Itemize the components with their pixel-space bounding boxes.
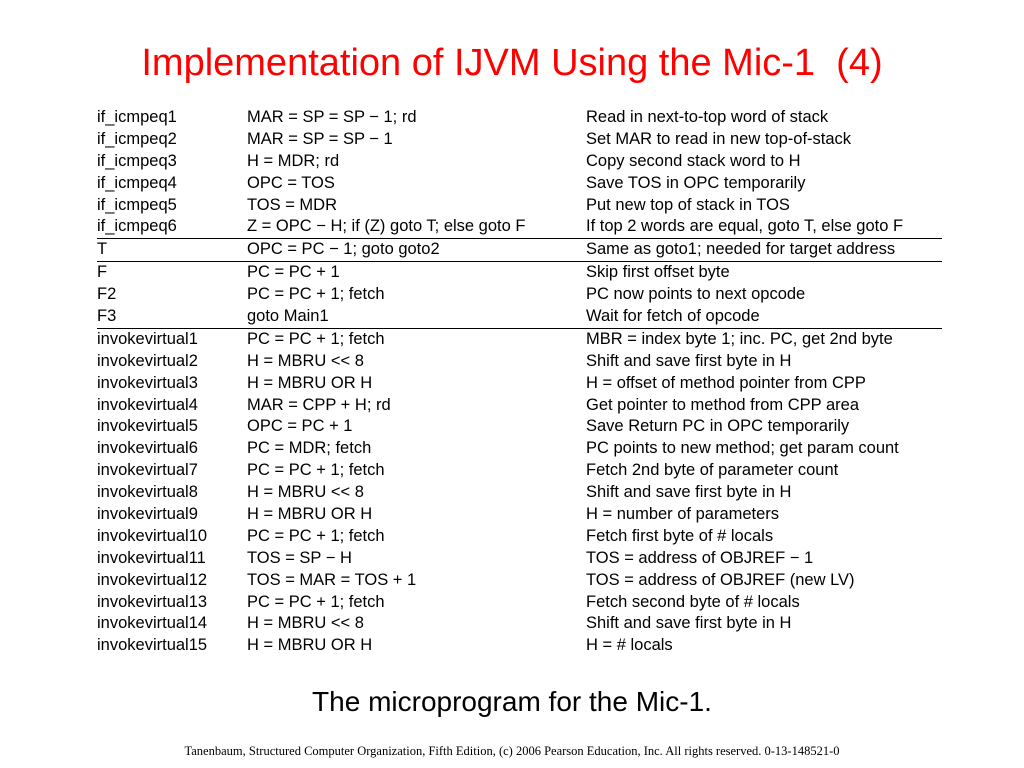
microinstruction-label: invokevirtual6: [97, 439, 198, 458]
table-row: [97, 416, 942, 438]
microinstruction-operations: H = MBRU << 8: [247, 614, 364, 633]
microinstruction-comment: Skip first offset byte: [586, 263, 730, 282]
microinstruction-label: if_icmpeq1: [97, 108, 177, 126]
microinstruction-comment: PC now points to next opcode: [586, 285, 806, 304]
microinstruction-label: F2: [97, 285, 117, 304]
table-row: [97, 284, 942, 306]
microinstruction-comment: TOS = address of OBJREF − 1: [586, 548, 814, 567]
microinstruction-label: if_icmpeq3: [97, 151, 177, 170]
table-row: [97, 306, 942, 328]
microinstruction-comment: Shift and save first byte in H: [586, 614, 792, 633]
microinstruction-label: F3: [97, 307, 117, 326]
microinstruction-comment: PC points to new method; get param count: [586, 439, 899, 458]
slide-title: Implementation of IJVM Using the Mic-1 (4): [141, 42, 883, 84]
table-row: [97, 151, 942, 173]
microinstruction-operations: MAR = CPP + H; rd: [247, 395, 391, 414]
microinstruction-label: if_icmpeq4: [97, 173, 177, 192]
table-row: [97, 438, 942, 460]
microinstruction-comment: Fetch 2nd byte of parameter count: [586, 461, 839, 480]
table-row: [97, 173, 942, 195]
table-row: [97, 570, 942, 592]
copyright-footer: Tanenbaum, Structured Computer Organization, Fifth Edition, (c) 2006 Pearson Education, Inc. All rights reserved. 0-13-148521-0: [184, 744, 840, 758]
microinstruction-label: invokevirtual9: [97, 505, 198, 524]
microinstruction-label: if_icmpeq6: [97, 217, 177, 236]
microinstruction-label: invokevirtual7: [97, 461, 198, 480]
microinstruction-comment: Copy second stack word to H: [586, 151, 801, 170]
table-row: [97, 373, 942, 395]
microinstruction-label: invokevirtual11: [97, 548, 206, 567]
microinstruction-operations: TOS = MAR = TOS + 1: [247, 570, 417, 589]
table-row: [97, 592, 942, 614]
microinstruction-comment: Set MAR to read in new top-of-stack: [586, 129, 852, 148]
microinstruction-operations: PC = PC + 1; fetch: [247, 285, 385, 304]
table-row: [97, 239, 942, 261]
microinstruction-label: invokevirtual8: [97, 483, 198, 502]
microinstruction-comment: Same as goto1; needed for target address: [586, 240, 896, 259]
microinstruction-comment: Get pointer to method from CPP area: [586, 395, 859, 414]
microinstruction-operations: PC = PC + 1; fetch: [247, 461, 385, 480]
microinstruction-operations: goto Main1: [247, 307, 329, 326]
microinstruction-label: if_icmpeq2: [97, 129, 177, 148]
figure-caption: The microprogram for the Mic-1.: [312, 686, 712, 717]
microinstruction-operations: PC = PC + 1; fetch: [247, 329, 385, 348]
microinstruction-operations: H = MBRU << 8: [247, 351, 364, 370]
microinstruction-operations: TOS = SP − H: [247, 548, 352, 567]
microinstruction-operations: H = MDR; rd: [247, 151, 340, 170]
microprogram-table: [97, 107, 942, 657]
microinstruction-label: invokevirtual10: [97, 526, 208, 545]
microinstruction-operations: PC = PC + 1; fetch: [247, 592, 385, 611]
table-row: [97, 395, 942, 417]
table-row: [97, 482, 942, 504]
table-row: [97, 329, 942, 351]
table-row: [97, 460, 942, 482]
microinstruction-operations: OPC = TOS: [247, 173, 335, 192]
microinstruction-operations: H = MBRU << 8: [247, 483, 364, 502]
microinstruction-label: if_icmpeq5: [97, 195, 177, 214]
microinstruction-comment: H = # locals: [586, 636, 673, 655]
table-row: [97, 262, 942, 284]
microinstruction-label: invokevirtual4: [97, 395, 198, 414]
microinstruction-operations: Z = OPC − H; if (Z) goto T; else goto F: [247, 217, 526, 236]
microinstruction-comment: Save Return PC in OPC temporarily: [586, 417, 850, 436]
microinstruction-comment: TOS = address of OBJREF (new LV): [586, 570, 855, 589]
microinstruction-comment: MBR = index byte 1; inc. PC, get 2nd byte: [586, 329, 893, 348]
microinstruction-operations: OPC = PC + 1: [247, 417, 353, 436]
table-row: [97, 635, 942, 657]
table-row: [97, 129, 942, 151]
microinstruction-operations: H = MBRU OR H: [247, 636, 373, 655]
table-row: [97, 548, 942, 570]
microinstruction-comment: Put new top of stack in TOS: [586, 195, 790, 214]
microinstruction-comment: H = offset of method pointer from CPP: [586, 373, 866, 392]
microinstruction-label: invokevirtual5: [97, 417, 198, 436]
microinstruction-operations: MAR = SP = SP − 1; rd: [247, 108, 417, 126]
microinstruction-label: F: [97, 263, 108, 282]
microinstruction-label: invokevirtual13: [97, 592, 208, 611]
table-row: [97, 195, 942, 217]
microinstruction-label: invokevirtual2: [97, 351, 198, 370]
microinstruction-comment: Wait for fetch of opcode: [586, 307, 760, 326]
table-row: [97, 613, 942, 635]
microinstruction-operations: PC = PC + 1; fetch: [247, 526, 385, 545]
table-row: [97, 504, 942, 526]
table-row: [97, 107, 942, 129]
microinstruction-operations: MAR = SP = SP − 1: [247, 129, 393, 148]
microinstruction-label: T: [97, 240, 108, 259]
microinstruction-operations: TOS = MDR: [247, 195, 338, 214]
microinstruction-comment: Shift and save first byte in H: [586, 483, 792, 502]
microinstruction-operations: OPC = PC − 1; goto goto2: [247, 240, 440, 259]
microinstruction-comment: Shift and save first byte in H: [586, 351, 792, 370]
microinstruction-label: invokevirtual15: [97, 636, 208, 655]
table-row: [97, 351, 942, 373]
microinstruction-comment: H = number of parameters: [586, 505, 780, 524]
microinstruction-comment: Save TOS in OPC temporarily: [586, 173, 806, 192]
microinstruction-label: invokevirtual14: [97, 614, 208, 633]
microinstruction-label: invokevirtual1: [97, 329, 198, 348]
table-row: [97, 526, 942, 548]
microinstruction-operations: H = MBRU OR H: [247, 373, 373, 392]
microinstruction-operations: H = MBRU OR H: [247, 505, 373, 524]
microinstruction-operations: PC = PC + 1: [247, 263, 340, 282]
microinstruction-comment: If top 2 words are equal, goto T, else goto F: [586, 217, 904, 236]
table-row: [97, 216, 942, 238]
microinstruction-comment: Fetch first byte of # locals: [586, 526, 774, 545]
microinstruction-label: invokevirtual12: [97, 570, 208, 589]
microinstruction-operations: PC = MDR; fetch: [247, 439, 372, 458]
microinstruction-label: invokevirtual3: [97, 373, 198, 392]
microinstruction-comment: Read in next-to-top word of stack: [586, 108, 829, 126]
microinstruction-comment: Fetch second byte of # locals: [586, 592, 800, 611]
